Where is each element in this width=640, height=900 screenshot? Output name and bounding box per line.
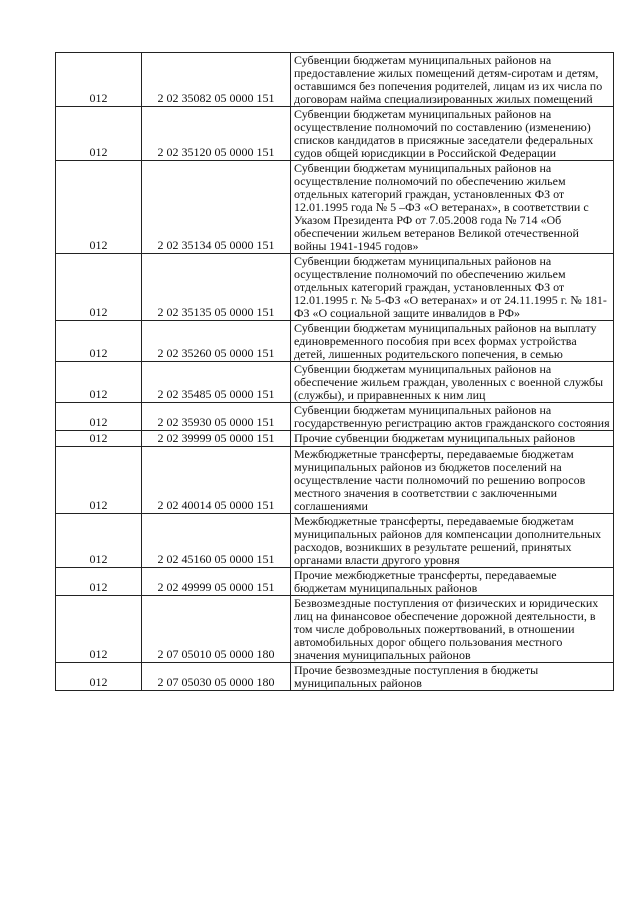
budget-code-cell: 2 02 45160 05 0000 151 (142, 514, 291, 568)
admin-code-cell: 012 (56, 596, 142, 663)
table-row (56, 321, 614, 362)
budget-code-cell: 2 02 35260 05 0000 151 (142, 321, 291, 362)
admin-code-cell: 012 (56, 447, 142, 514)
table-row (56, 568, 614, 596)
revenue-name-cell: Субвенции бюджетам муниципальных районов на осуществление полномочий по обеспечению жильем отдельных категорий граждан, установленных ФЗ от 12.01.1995 г. № 5-ФЗ «О ветеранах» и от 24.11.1995 г. № 181-ФЗ «О социальной защите инвалидов в РФ» (291, 254, 614, 321)
revenue-name-cell: Субвенции бюджетам муниципальных районов на осуществление полномочий по обеспечению жильем отдельных категорий граждан, установленных ФЗ от 12.01.1995 года № 5 –ФЗ «О ветеранах», в соответствии с Указом Президента РФ от 7.05.2008 года № 714 «Об обеспечении жильем ветеранов Великой отечественной войны 1941-1945 годов» (291, 161, 614, 254)
budget-code-cell: 2 02 35120 05 0000 151 (142, 107, 291, 161)
budget-code-cell: 2 02 35135 05 0000 151 (142, 254, 291, 321)
revenue-name-cell: Субвенции бюджетам муниципальных районов на обеспечение жильем граждан, уволенных с военной службы (службы), и приравненных к ним лиц (291, 362, 614, 403)
budget-code-cell: 2 02 49999 05 0000 151 (142, 568, 291, 596)
table-row (56, 254, 614, 321)
table-row (56, 447, 614, 514)
admin-code-cell: 012 (56, 161, 142, 254)
revenue-name-cell: Субвенции бюджетам муниципальных районов на предоставление жилых помещений детям-сиротам и детям, оставшимся без попечения родителей, лицам из их числа по договорам найма специализированных жилых помещений (291, 53, 614, 107)
admin-code-cell: 012 (56, 663, 142, 691)
revenue-name-cell: Прочие безвозмездные поступления в бюджеты муниципальных районов (291, 663, 614, 691)
admin-code-cell: 012 (56, 568, 142, 596)
admin-code-cell: 012 (56, 403, 142, 431)
budget-code-cell: 2 02 35082 05 0000 151 (142, 53, 291, 107)
admin-code-cell: 012 (56, 321, 142, 362)
admin-code-cell: 012 (56, 431, 142, 447)
revenue-name-cell: Прочие межбюджетные трансферты, передаваемые бюджетам муниципальных районов (291, 568, 614, 596)
budget-code-cell: 2 07 05030 05 0000 180 (142, 663, 291, 691)
budget-code-cell: 2 02 35134 05 0000 151 (142, 161, 291, 254)
table-row (56, 514, 614, 568)
budget-code-cell: 2 02 35485 05 0000 151 (142, 362, 291, 403)
admin-code-cell: 012 (56, 362, 142, 403)
revenue-name-cell: Безвозмездные поступления от физических и юридических лиц на финансовое обеспечение дорожной деятельности, в том числе добровольных пожертвований, в отношении автомобильных дорог общего пользования местного значения муниципальных районов (291, 596, 614, 663)
admin-code-cell: 012 (56, 107, 142, 161)
revenue-name-cell: Межбюджетные трансферты, передаваемые бюджетам муниципальных районов из бюджетов поселений на осуществление части полномочий по решению вопросов местного значения в соответствии с заключенными соглашениями (291, 447, 614, 514)
revenue-name-cell: Субвенции бюджетам муниципальных районов на государственную регистрацию актов гражданского состояния (291, 403, 614, 431)
table-row (56, 107, 614, 161)
budget-code-cell: 2 02 35930 05 0000 151 (142, 403, 291, 431)
table-row (56, 362, 614, 403)
budget-code-cell: 2 02 40014 05 0000 151 (142, 447, 291, 514)
table-row (56, 53, 614, 107)
table-row (56, 596, 614, 663)
revenue-name-cell: Субвенции бюджетам муниципальных районов на осуществление полномочий по составлению (изменению) списков кандидатов в присяжные заседатели федеральных судов общей юрисдикции в Российской Федерации (291, 107, 614, 161)
table-row (56, 431, 614, 447)
revenue-name-cell: Прочие субвенции бюджетам муниципальных районов (291, 431, 614, 447)
revenue-name-cell: Межбюджетные трансферты, передаваемые бюджетам муниципальных районов для компенсации дополнительных расходов, возникших в результате решений, принятых органами власти другого уровня (291, 514, 614, 568)
table-row (56, 161, 614, 254)
admin-code-cell: 012 (56, 53, 142, 107)
budget-code-cell: 2 07 05010 05 0000 180 (142, 596, 291, 663)
table-row (56, 403, 614, 431)
admin-code-cell: 012 (56, 514, 142, 568)
revenue-codes-table (55, 52, 614, 691)
revenue-name-cell: Субвенции бюджетам муниципальных районов на выплату единовременного пособия при всех формах устройства детей, лишенных родительского попечения, в семью (291, 321, 614, 362)
budget-code-cell: 2 02 39999 05 0000 151 (142, 431, 291, 447)
admin-code-cell: 012 (56, 254, 142, 321)
table-row (56, 663, 614, 691)
revenue-codes-body (56, 53, 614, 691)
